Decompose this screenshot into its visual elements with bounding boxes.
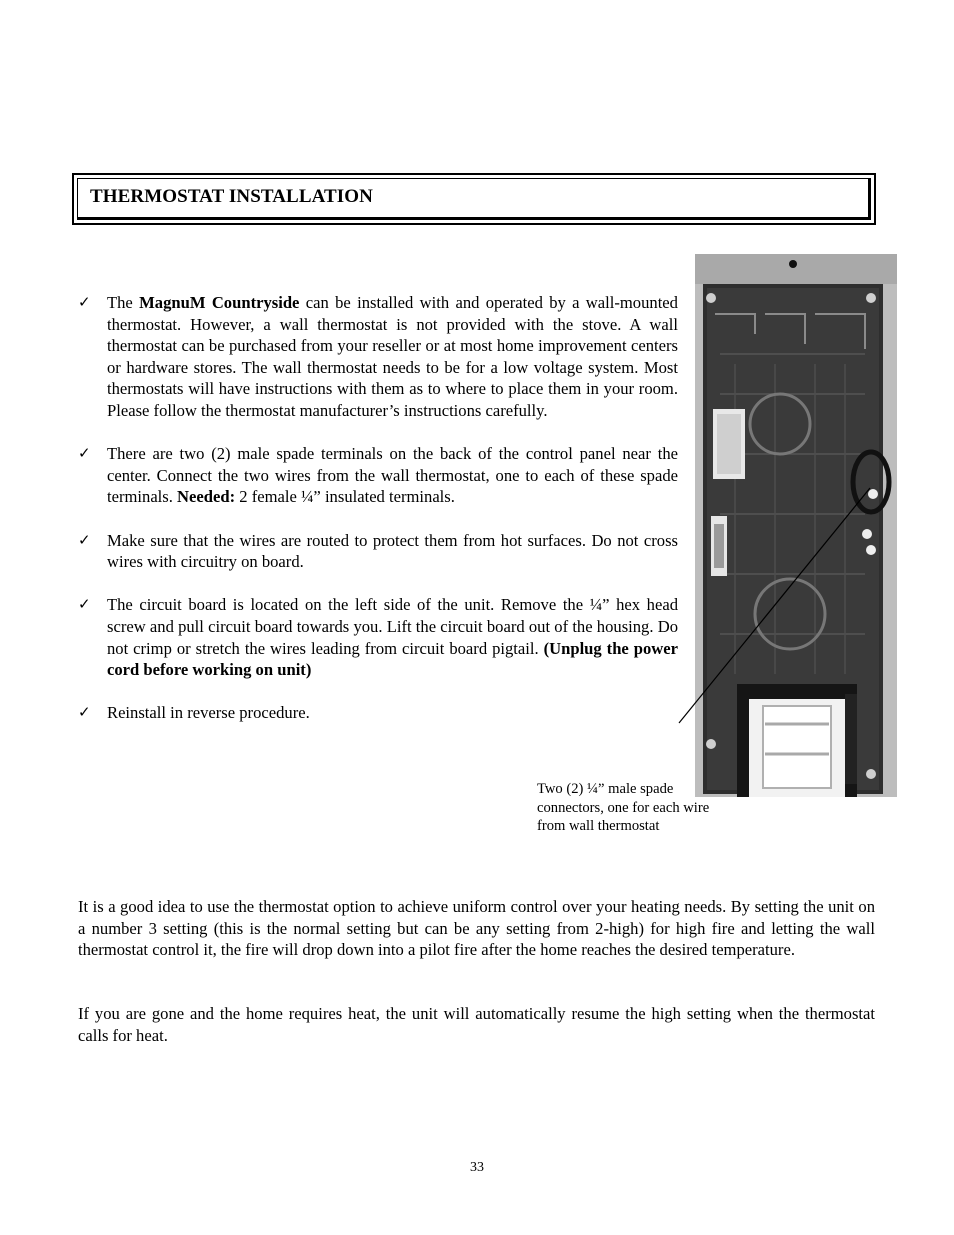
checkmark-icon: ✓	[78, 703, 91, 722]
list-item-text: 2 female ¼” insulated terminals.	[235, 487, 455, 507]
page-number: 33	[470, 1160, 484, 1175]
list-item	[78, 443, 678, 508]
needed-label: Needed:	[177, 487, 236, 507]
list-item	[78, 702, 678, 724]
body-paragraph: If you are gone and the home requires heat, the unit will automatically resume the high setting when the thermostat calls for heat.	[78, 1004, 875, 1045]
list-item-text: Reinstall in reverse procedure.	[107, 703, 310, 723]
instruction-list	[78, 292, 678, 745]
checkmark-icon: ✓	[78, 444, 91, 463]
list-item-text: The	[107, 293, 140, 312]
checkmark-icon: ✓	[78, 293, 91, 311]
section-title: THERMOSTAT INSTALLATION	[90, 186, 373, 207]
checkmark-icon: ✓	[78, 530, 91, 549]
product-name: MagnuM Countryside	[139, 293, 300, 312]
photo-caption: Two (2) ¼” male spade connectors, one for each wire from wall thermostat	[537, 781, 710, 834]
body-paragraph: It is a good idea to use the thermostat option to achieve uniform control over your heating needs. By setting the unit on a number 3 setting (this is the normal setting but can be any setting from 2-high) for high fire and letting the wall thermostat control it, the fire will drop down into a pilot fire after the home reaches the desired temperature.	[78, 897, 875, 960]
list-item	[78, 530, 678, 573]
list-item-text: There are two (2) male spade terminals on the back of the control panel near the center. Connect the two wires from the wall thermostat, one to each of these spade terminals.	[107, 444, 678, 507]
list-item	[78, 292, 678, 422]
list-item-text: The circuit board is located on the left side of the unit. Remove the ¼” hex head screw and pull circuit board towards you. Lift the circuit board out of the housing. Do not crimp or stretch the wires leading from circuit board pigtail.	[107, 595, 678, 658]
circuit-board-photo	[695, 254, 897, 797]
warning-text: (Unplug the power cord before working on unit)	[107, 638, 678, 680]
checkmark-icon: ✓	[78, 595, 91, 614]
list-item-text: can be installed with and operated by a wall-mounted thermostat. However, a wall thermostat is not provided with the stove. A wall thermostat can be purchased from your reseller or at most home improvement centers or hardware stores. The wall thermostat needs to be for a low voltage system. Most thermostats will have instructions with them as to where to place them in your room. Please follow the thermostat manufacturer’s instructions carefully.	[107, 293, 678, 420]
section-title-box	[72, 173, 876, 225]
list-item	[78, 594, 678, 680]
list-item-text: Make sure that the wires are routed to protect them from hot surfaces. Do not cross wires with circuitry on board.	[107, 530, 678, 572]
